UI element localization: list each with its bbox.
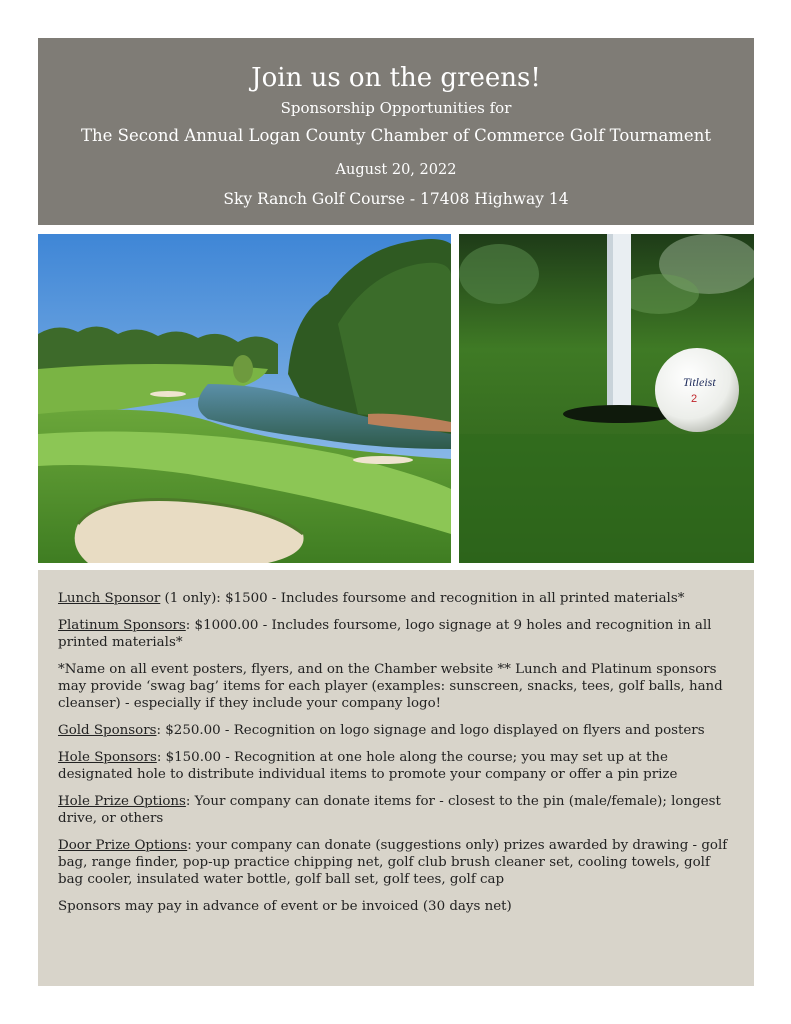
golf-ball-illustration	[459, 234, 754, 563]
platinum-sponsor-label: Platinum Sponsors	[58, 618, 186, 633]
payment-terms: Sponsors may pay in advance of event or be invoiced (30 days net)	[58, 899, 512, 914]
golf-course-illustration	[38, 234, 451, 563]
platinum-sponsor-text: : $1000.00 - Includes foursome, logo signage at 9 holes and recognition in all printed materials*	[58, 618, 712, 650]
door-prize-text: : your company can donate (suggestions only) prizes awarded by drawing - golf bag, range finder, pop-up practice chipping net, golf club brush cleaner set, cooling towels, golf bag cooler, insulated water bottle, golf ball set, golf tees, golf cap	[58, 838, 728, 887]
event-date: August 20, 2022	[335, 162, 457, 178]
golf-course-photo	[38, 234, 451, 563]
sponsorship-details	[38, 570, 754, 986]
door-prize-item	[58, 837, 732, 888]
subtitle: Sponsorship Opportunities for	[280, 99, 512, 117]
lunch-sponsor-label: Lunch Sponsor	[58, 591, 161, 606]
gold-sponsor-text: : $250.00 - Recognition on logo signage and logo displayed on flyers and posters	[156, 723, 705, 738]
lunch-sponsor-text: (1 only): $1500 - Includes foursome and recognition in all printed materials*	[160, 591, 685, 606]
hole-prize-label: Hole Prize Options	[58, 794, 186, 809]
event-location: Sky Ranch Golf Course - 17408 Highway 14	[223, 190, 569, 208]
door-prize-label: Door Prize Options	[58, 838, 188, 853]
headline: Join us on the greens!	[251, 63, 541, 93]
platinum-sponsor-item	[58, 617, 732, 651]
header-banner	[38, 38, 754, 225]
ball-brand-text: Titleist	[683, 375, 716, 389]
sponsor-note: *Name on all event posters, flyers, and on the Chamber website ** Lunch and Platinum sponsors may provide ‘swag bag’ items for each player (examples: sunscreen, snacks, tees, golf balls, hand cleanser) - especially if they include your company logo!	[58, 662, 723, 711]
hole-sponsor-text: : $150.00 - Recognition at one hole along the course; you may set up at the designated hole to distribute individual items to promote your company or offer a pin prize	[58, 750, 678, 782]
ball-number-text: 2	[691, 393, 698, 405]
hole-sponsor-label: Hole Sponsors	[58, 750, 157, 765]
gold-sponsor-item	[58, 722, 732, 739]
gold-sponsor-label: Gold Sponsors	[58, 723, 157, 738]
hole-sponsor-item	[58, 749, 732, 783]
lunch-sponsor-item	[58, 590, 732, 607]
golf-ball-photo	[459, 234, 754, 563]
hole-prize-text: : Your company can donate items for - closest to the pin (male/female); longest drive, or others	[58, 794, 721, 826]
hole-prize-item	[58, 793, 732, 827]
event-name: The Second Annual Logan County Chamber of Commerce Golf Tournament	[81, 126, 711, 145]
